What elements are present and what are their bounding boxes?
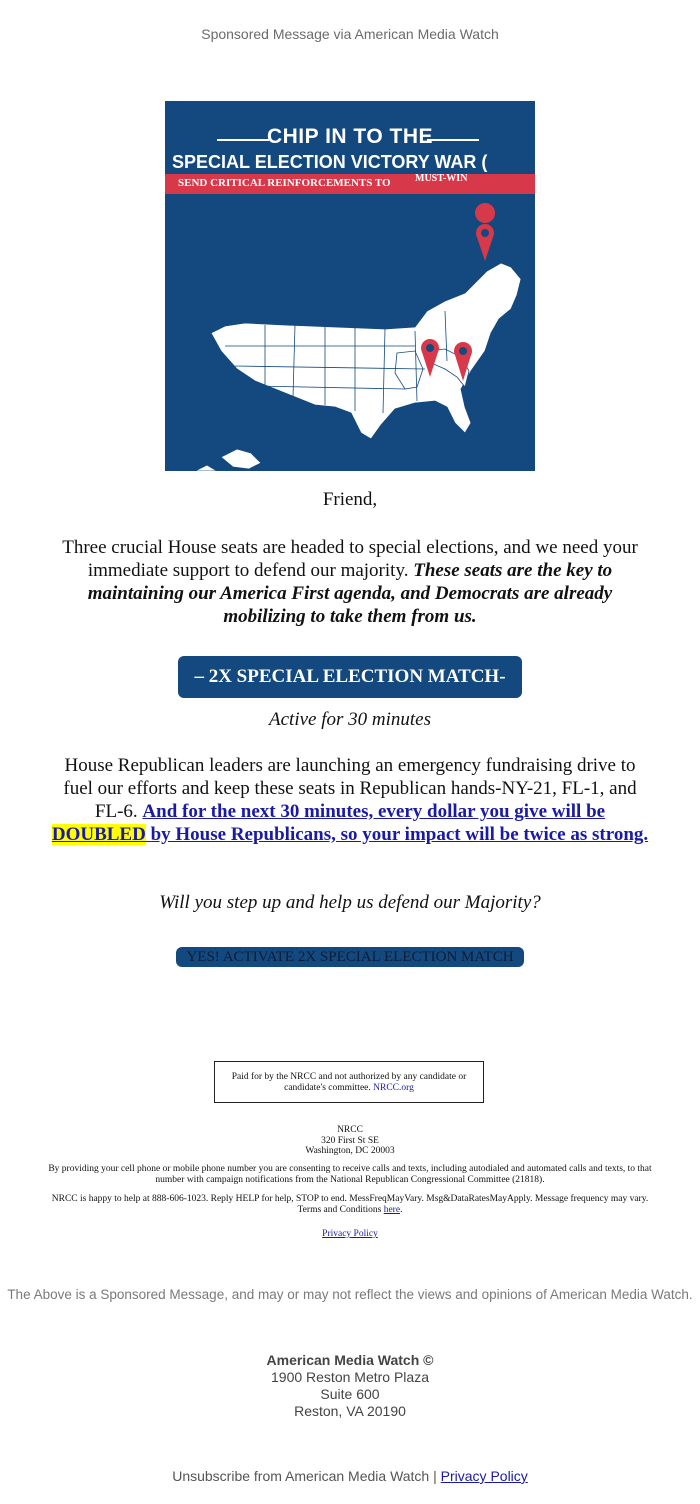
nrcc-privacy-link[interactable]: Privacy Policy xyxy=(322,1229,378,1239)
nrcc-address xyxy=(0,1125,700,1157)
intro-paragraph xyxy=(50,536,650,628)
address-line1: NRCC xyxy=(337,1125,363,1135)
sms-consent-text: By providing your cell phone or mobile phone number you are consenting to receive calls and texts, including autodialed and automated calls and texts, to that number with campaign notifications from the National Republican Congressional Committee (21818). xyxy=(48,1164,652,1185)
amw-street: 1900 Reston Metro Plaza xyxy=(271,1369,429,1385)
body-text: House Republican leaders are launching an emergency fundraising drive to fuel our efforts and keep these seats in Republican hands-NY-21, FL-1, and FL-6. xyxy=(63,755,637,822)
doubled-link[interactable] xyxy=(52,801,648,845)
us-map-icon xyxy=(165,201,535,471)
match-banner-button[interactable]: – 2X SPECIAL ELECTION MATCH- xyxy=(178,656,522,698)
amw-city: Reston, VA 20190 xyxy=(294,1403,406,1419)
address-line3: Washington, DC 20003 xyxy=(305,1146,395,1156)
amw-suite: Suite 600 xyxy=(320,1386,380,1402)
disclaimer-text: Paid for by the NRCC and not authorized by any candidate or candidate's committee. xyxy=(231,1072,467,1093)
doubled-link-part1[interactable]: And for the next 30 minutes, every dollar you give will be xyxy=(142,801,606,822)
terms-link[interactable]: here xyxy=(383,1204,401,1215)
map-pin-ny xyxy=(475,203,495,261)
intro-text: Three crucial House seats are headed to special elections, and we need your immediate support to defend our majority. xyxy=(62,537,638,581)
amw-privacy-link[interactable]: Privacy Policy xyxy=(440,1468,528,1484)
amw-company: American Media Watch © xyxy=(266,1352,434,1368)
doubled-link-part2[interactable]: by House Republicans, so your impact will be twice as strong. xyxy=(150,824,649,845)
call-to-action-question: Will you step up and help us defend our Majority? xyxy=(159,892,541,913)
unsubscribe-row xyxy=(0,1468,700,1484)
address-line2: 320 First St SE xyxy=(321,1135,379,1146)
hero-band-superscript: MUST-WIN xyxy=(415,173,468,184)
activate-match-button[interactable]: YES! ACTIVATE 2X SPECIAL ELECTION MATCH xyxy=(176,947,524,967)
amw-address-block xyxy=(0,1352,700,1420)
nrcc-link[interactable]: NRCC.org xyxy=(373,1083,414,1093)
intro-emphasis: These seats are the key to maintaining our America First agenda, and Democrats are already mobilizing to take them from us. xyxy=(87,560,613,627)
help-text: NRCC is happy to help at 888-606-1023. Reply HELP for help, STOP to end. MessFreqMayVary. Msg&DataRatesMayApply. Message frequency may vary. Terms and Conditions here. xyxy=(51,1194,649,1215)
unsubscribe-text[interactable]: Unsubscribe from American Media Watch xyxy=(172,1468,430,1484)
sponsor-footer-note: The Above is a Sponsored Message, and may or may not reflect the views and opinions of American Media Watch. xyxy=(7,1287,693,1302)
hero-title-line1: CHIP IN TO THE xyxy=(266,125,434,148)
nrcc-privacy xyxy=(0,1229,700,1239)
active-timer-text: Active for 30 minutes xyxy=(269,709,431,730)
sponsored-header: Sponsored Message via American Media Watch xyxy=(201,26,499,42)
help-text-body: NRCC is happy to help at 888-606-1023. Reply HELP for help, STOP to end. MessFreqMayVary. Msg&DataRatesMayApply. Message frequency may vary. Terms and Conditions xyxy=(51,1194,649,1215)
footer-separator: | xyxy=(433,1468,437,1484)
hero-banner-image[interactable] xyxy=(165,101,535,471)
body-paragraph xyxy=(50,754,650,846)
hero-title-line2: SPECIAL ELECTION VICTORY WAR ( xyxy=(172,152,488,172)
greeting: Friend, xyxy=(322,489,378,510)
hero-band-text: SEND CRITICAL REINFORCEMENTS TO xyxy=(178,177,391,189)
paid-for-disclaimer xyxy=(214,1061,484,1103)
doubled-highlight[interactable]: DOUBLED xyxy=(51,824,146,845)
